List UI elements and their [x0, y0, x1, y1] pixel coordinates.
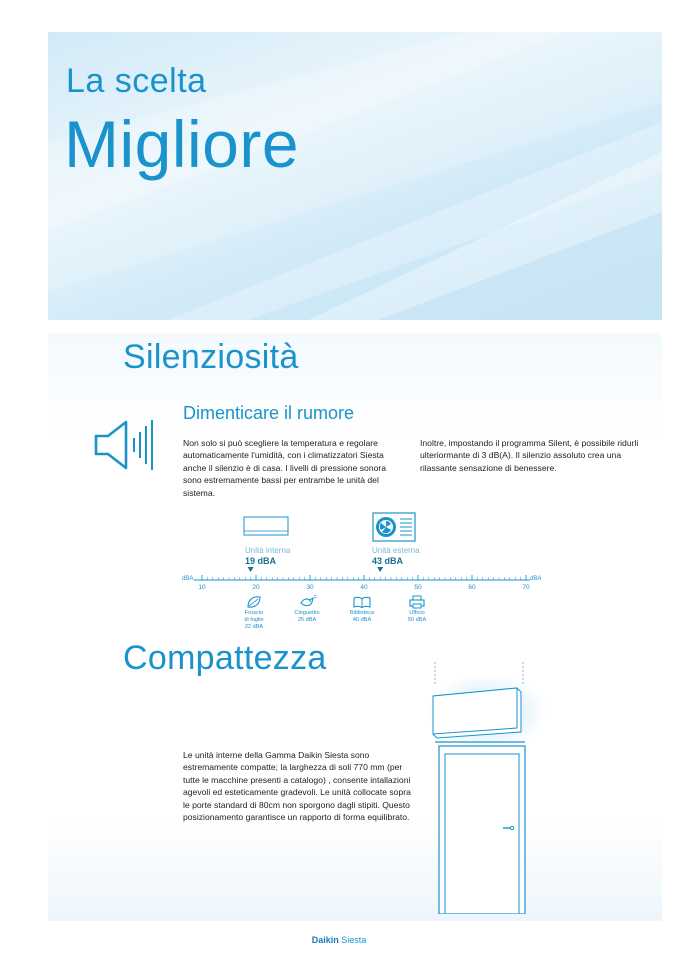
scale-tick-label: 60: [468, 584, 476, 591]
indoor-marker: [248, 567, 254, 572]
door-with-unit-icon: [425, 662, 545, 914]
reference-book-line1: Biblioteca: [349, 610, 375, 616]
scale-tick-label: 20: [252, 584, 260, 591]
hero-subtitle: La scelta: [66, 62, 207, 100]
hero-title: Migliore: [64, 107, 300, 181]
scale-axis-label-right: dBA: [530, 576, 542, 582]
printer-icon: [409, 595, 425, 609]
scale-tick-label: 70: [522, 584, 530, 591]
reference-book-caption: [350, 610, 374, 624]
indoor-unit-label: Unità interna: [245, 546, 291, 555]
silence-paragraph-left: Non solo si può scegliere la temperatura e regolare automaticamente l'umidità, con i climatizzatori Siesta anche il silenzio è di casa. I livelli di pressione sonora sono estremamente bassi per entrambe le unità del sistema.: [183, 438, 387, 498]
footer-brand: Daikin: [311, 935, 339, 945]
reference-book-line2: 40 dBA: [352, 617, 372, 623]
hero-banner: [48, 32, 662, 320]
leaf-icon: [246, 595, 262, 609]
footer: [0, 935, 678, 945]
indoor-unit-icon: [243, 516, 289, 538]
outdoor-marker: [377, 567, 383, 572]
scale-tick-label: 30: [306, 584, 314, 591]
scale-tick-label: 40: [360, 584, 368, 591]
scale-axis-label-left: dBA: [182, 576, 194, 582]
silence-paragraph-right: Inoltre, impostando il programma Silent, è possibile ridurli ulteriormante di 3 dB(A). Il silenzio assoluto crea una rilassante sensazione di benessere.: [420, 438, 639, 473]
reference-leaf-line2: di foglie: [244, 617, 264, 623]
indoor-unit-value: 19 dBA: [245, 556, 277, 566]
speaker-icon: [92, 418, 156, 472]
bird-icon: [299, 595, 317, 609]
silence-title: Silenziosità: [123, 338, 299, 376]
compact-paragraph: Le unità interne della Gamma Daikin Siesta sono estremamente compatte; la larghezza di soli 770 mm (per tutte le macchine presenti a catalogo) , consente intallazioni agevoli ed esteticamente gradevoli. Le unità collocate sopra le porte standard di 80cm non sporgono dagli stipiti. Questo posizionamento garantisce un rapporto di forma equilibrato.: [183, 750, 411, 823]
reference-printer-caption: [408, 610, 426, 624]
reference-leaf-line3: 22 dBA: [244, 624, 264, 630]
reference-leaf-line1: Fruscio: [244, 610, 264, 616]
reference-bird-caption: [294, 610, 319, 624]
reference-printer-line1: Ufficio: [409, 610, 425, 616]
silence-subtitle: Dimenticare il rumore: [183, 403, 355, 423]
scale-tick-label: 10: [198, 584, 206, 591]
footer-product: Siesta: [341, 935, 367, 945]
reference-bird-line2: 25 dBA: [297, 617, 317, 623]
scale-tick-label: 50: [414, 584, 422, 591]
outdoor-unit-label: Unità esterna: [372, 546, 420, 555]
reference-bird-line1: Cinguettio: [294, 610, 320, 616]
reference-leaf-caption: [244, 610, 263, 631]
outdoor-unit-value: 43 dBA: [372, 556, 404, 566]
reference-printer-line2: 50 dBA: [407, 617, 427, 623]
book-icon: [353, 596, 371, 608]
outdoor-unit-icon: [372, 512, 416, 542]
compact-title: Compattezza: [123, 639, 327, 677]
